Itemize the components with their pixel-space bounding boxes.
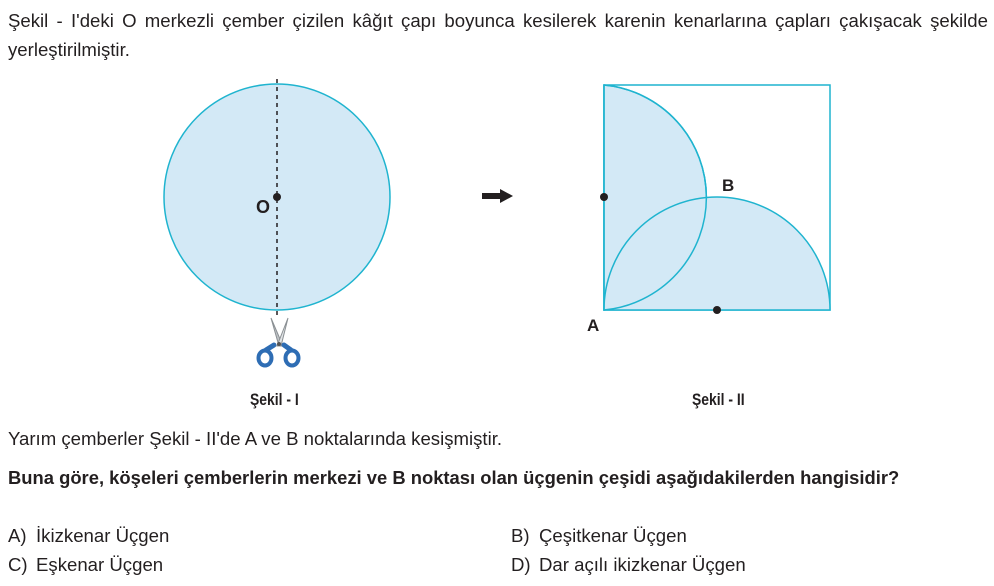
center-point (273, 193, 281, 201)
figure-1-caption: Şekil - I (250, 390, 299, 409)
choice-b[interactable] (511, 525, 687, 547)
choice-c[interactable] (8, 554, 163, 576)
left-center-point (600, 193, 608, 201)
choice-text: Çeşitkenar Üçgen (539, 525, 687, 546)
choice-a[interactable] (8, 525, 169, 547)
statement: Yarım çemberler Şekil - II'de A ve B noktalarında kesişmiştir. (8, 428, 503, 449)
choice-d[interactable] (511, 554, 746, 576)
choice-letter: D) (511, 554, 531, 575)
point-b-label: B (722, 176, 735, 195)
point-a-label: A (587, 316, 600, 335)
figure-1 (164, 79, 390, 318)
intro-paragraph: Şekil - I'deki O merkezli çember çizilen kâğıt çapı boyunca kesilerek karenin kenarlarına çapları çakışacak şekilde yerleştirilmiştir. (8, 10, 988, 60)
choice-text: Dar açılı ikizkenar Üçgen (539, 554, 746, 575)
scissors-icon (259, 318, 299, 366)
choice-letter: B) (511, 525, 530, 546)
bottom-center-point (713, 306, 721, 314)
choice-letter: A) (8, 525, 27, 546)
right-arrow-icon (482, 189, 513, 203)
question: Buna göre, köşeleri çemberlerin merkezi ve B noktası olan üçgenin çeşidi aşağıdakilerden hangisidir? (8, 467, 900, 488)
choice-text: Eşkenar Üçgen (36, 554, 164, 575)
figure-2-caption: Şekil - II (692, 390, 745, 409)
center-label: O (256, 197, 271, 217)
figure-2 (587, 85, 830, 335)
choice-letter: C) (8, 554, 28, 575)
choice-text: İkizkenar Üçgen (36, 525, 170, 546)
